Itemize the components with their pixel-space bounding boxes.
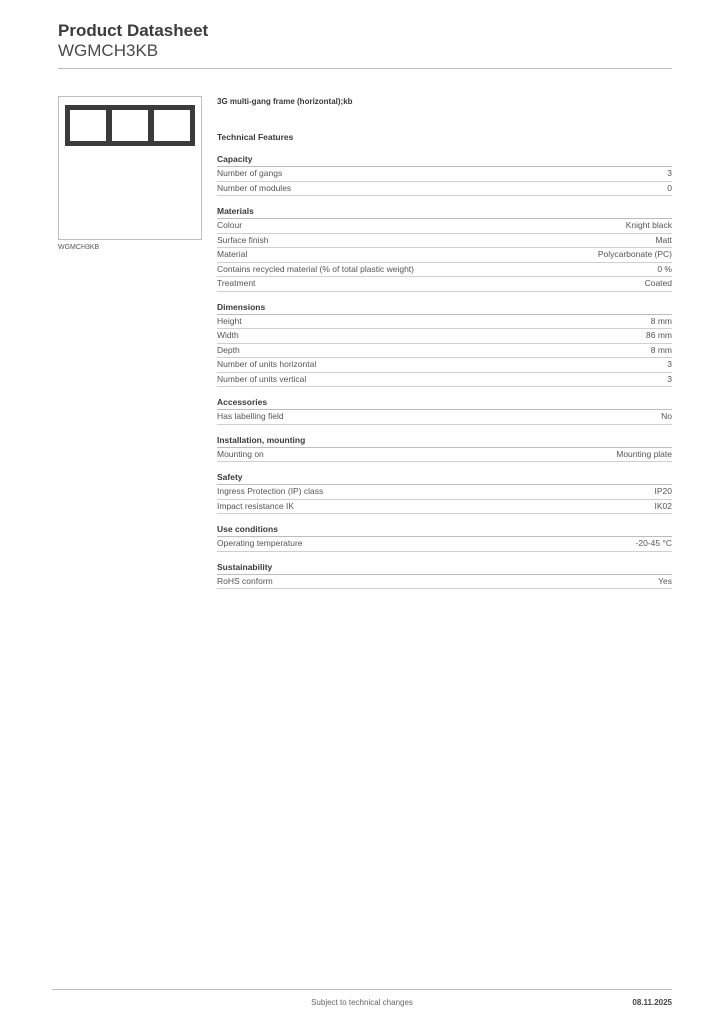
- feature-label: Width: [217, 330, 239, 340]
- feature-value: -20-45 °C: [635, 538, 672, 548]
- frame-illustration: [65, 105, 195, 146]
- feature-row: [217, 358, 672, 373]
- feature-value: 86 mm: [646, 330, 672, 340]
- feature-row: [217, 315, 672, 330]
- section-title: Accessories: [217, 396, 672, 410]
- feature-row: [217, 448, 672, 463]
- feature-row: [217, 277, 672, 292]
- section-title: Use conditions: [217, 523, 672, 537]
- feature-row: [217, 329, 672, 344]
- frame-gang-opening: [112, 110, 148, 141]
- feature-value: No: [661, 411, 672, 421]
- feature-row: [217, 219, 672, 234]
- feature-label: Material: [217, 249, 248, 259]
- section-title: Materials: [217, 205, 672, 219]
- feature-value: 3: [667, 359, 672, 369]
- section-title: Sustainability: [217, 561, 672, 575]
- feature-value: Coated: [644, 278, 672, 288]
- frame-gang-opening: [70, 110, 106, 141]
- section-title: Safety: [217, 471, 672, 485]
- feature-row: [217, 182, 672, 197]
- page-title: Product Datasheet: [58, 21, 209, 40]
- page-header: [58, 21, 208, 61]
- feature-section: [217, 396, 672, 425]
- feature-value: Polycarbonate (PC): [597, 249, 672, 259]
- feature-label: Depth: [217, 344, 240, 355]
- feature-label: Number of modules: [217, 182, 292, 193]
- feature-section: [217, 301, 672, 388]
- technical-features-title: Technical Features: [217, 132, 294, 142]
- feature-value: 3: [667, 373, 672, 384]
- feature-value: 0 %: [657, 263, 672, 274]
- feature-row: [217, 167, 672, 182]
- feature-row: [217, 410, 672, 425]
- footer-date: 08.11.2025: [632, 998, 672, 1007]
- feature-label: Contains recycled material (% of total plastic weight): [217, 263, 414, 274]
- feature-value: 8 mm: [650, 344, 672, 355]
- feature-value: Mounting plate: [616, 448, 672, 459]
- datasheet-content: [217, 96, 672, 589]
- feature-label: RoHS conform: [217, 575, 273, 586]
- feature-section: [217, 523, 672, 552]
- feature-value: Knight black: [625, 220, 672, 230]
- feature-label: Number of gangs: [217, 168, 283, 178]
- feature-row: [217, 234, 672, 249]
- feature-label: Treatment: [217, 278, 256, 288]
- product-image: [58, 96, 202, 240]
- feature-section: [217, 434, 672, 463]
- feature-row: [217, 537, 672, 552]
- feature-value: Matt: [655, 234, 672, 245]
- feature-row: [217, 248, 672, 263]
- image-caption: WGMCH3KB: [58, 244, 100, 251]
- feature-value: 3: [667, 168, 672, 178]
- feature-sections: [217, 153, 672, 589]
- section-title: Dimensions: [217, 301, 672, 315]
- feature-label: Mounting on: [217, 448, 264, 459]
- section-title: Capacity: [217, 153, 672, 167]
- feature-label: Operating temperature: [217, 538, 303, 548]
- feature-label: Height: [217, 315, 242, 326]
- feature-label: Ingress Protection (IP) class: [217, 486, 324, 496]
- feature-value: 0: [667, 182, 672, 193]
- feature-label: Has labelling field: [217, 411, 284, 421]
- feature-label: Number of units horizontal: [217, 359, 317, 369]
- feature-row: [217, 485, 672, 500]
- header-divider: [58, 68, 672, 69]
- feature-label: Number of units vertical: [217, 373, 307, 384]
- feature-row: [217, 344, 672, 359]
- feature-row: [217, 373, 672, 388]
- feature-value: IP20: [654, 486, 672, 496]
- feature-value: Yes: [658, 575, 672, 586]
- feature-label: Impact resistance IK: [217, 500, 295, 511]
- feature-label: Colour: [217, 220, 243, 230]
- feature-section: [217, 561, 672, 590]
- footer-divider: [52, 989, 672, 990]
- feature-row: [217, 263, 672, 278]
- frame-gang-opening: [154, 110, 190, 141]
- feature-value: 8 mm: [650, 315, 672, 326]
- section-title: Installation, mounting: [217, 434, 672, 448]
- product-name: 3G multi-gang frame (horizontal);kb: [217, 97, 353, 106]
- feature-value: IK02: [654, 500, 672, 511]
- product-code: WGMCH3KB: [58, 41, 159, 60]
- footer-note: Subject to technical changes: [311, 998, 413, 1007]
- feature-row: [217, 575, 672, 590]
- feature-section: [217, 205, 672, 292]
- feature-section: [217, 471, 672, 514]
- feature-row: [217, 500, 672, 515]
- feature-label: Surface finish: [217, 234, 269, 245]
- feature-section: [217, 153, 672, 196]
